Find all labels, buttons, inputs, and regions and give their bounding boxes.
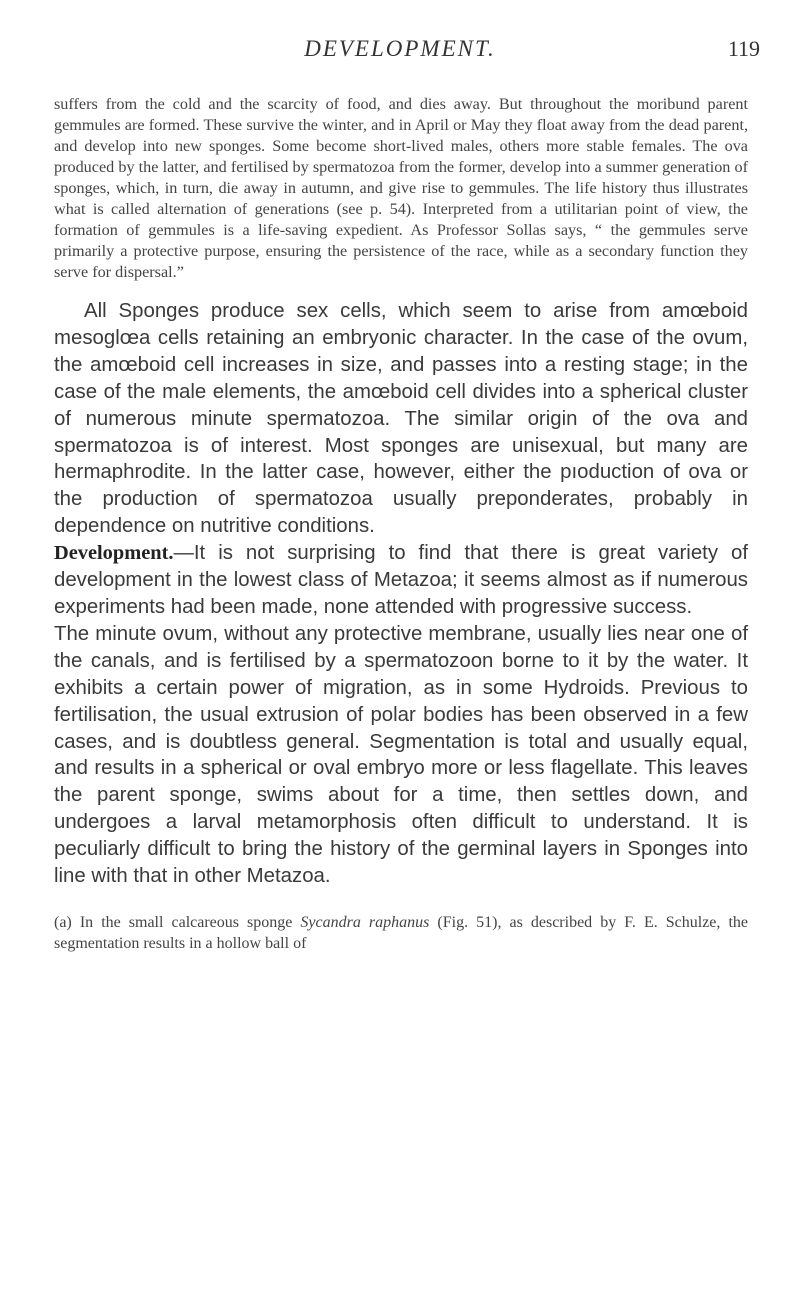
paragraph-label: (a) [54, 913, 72, 931]
paragraph-sycandra-text-b: (Fig. 51), as described by F. E. Schulze, the segmentation results in a hollow ball of [54, 913, 748, 952]
paragraph-development-text: —It is not surprising to find that there is great variety of development in the lowest class of Metazoa; it seems almost as if numerous experiments had been made, none attended with progressive success. [54, 542, 748, 618]
paragraph-ovum: The minute ovum, without any protective membrane, usually lies near one of the canals, and is fertilised by a spermatozoon borne to it by the water. It exhibits a certain power of migration, as in some Hydroids. Previous to fertilisation, the usual extrusion of polar bodies has been observed in a few cases, and is doubtless general. Segmentation is total and usually equal, and results in a spherical or oval embryo more or less flagellate. This leaves the parent sponge, swims about for a time, then settles down, and undergoes a larval metamorphosis often difficult to understand. It is peculiarly difficult to bring the history of the germinal layers in Sponges into line with that in other Metazoa. [54, 622, 748, 888]
paragraph-sex-cells: All Sponges produce sex cells, which seem to arise from amœboid mesoglœa cells retaining an embryonic character. In the case of the ovum, the amœboid cell increases in size, and passes into a resting stage; in the case of the male elements, the amœboid cell divides into a spherical cluster of numerous minute spermatozoa. The similar origin of the ova and spermatozoa is of interest. Most sponges are unisexual, but many are hermaphrodite. In the latter case, however, either the pıoduction of ova or the production of spermatozoa usually preponderates, probably in dependence on nutritive conditions. [54, 300, 748, 538]
running-head [0, 28, 800, 68]
section-heading-development: Development. [54, 542, 174, 565]
paragraph-development [54, 540, 748, 621]
paragraph-gemmules: suffers from the cold and the scarcity of food, and dies away. But throughout the moribund parent gemmules are formed. These survive the winter, and in April or May they float away from the dead parent, and develop into new sponges. Some become short-lived males, others more stable females. The ova produced by the latter, and fertilised by spermatozoa from the former, develop into a summer generation of sponges, which, in turn, die away in autumn, and give rise to gemmules. The life history thus illustrates what is called alternation of generations (see p. 54). Interpreted from a utilitarian point of view, the formation of gemmules is a life-saving expedient. As Professor Sollas says, “ the gemmules serve primarily a protective purpose, ensuring the persistence of the race, while as a secondary function they serve for dispersal.” [54, 95, 748, 281]
species-name: Sycandra raphanus [300, 913, 430, 931]
paragraph-sycandra [54, 912, 748, 954]
running-head-title: DEVELOPMENT. [304, 36, 496, 61]
page-number: 119 [727, 36, 760, 61]
body-text [54, 94, 748, 954]
paragraph-sycandra-text-a: In the small calcareous sponge [71, 913, 301, 931]
